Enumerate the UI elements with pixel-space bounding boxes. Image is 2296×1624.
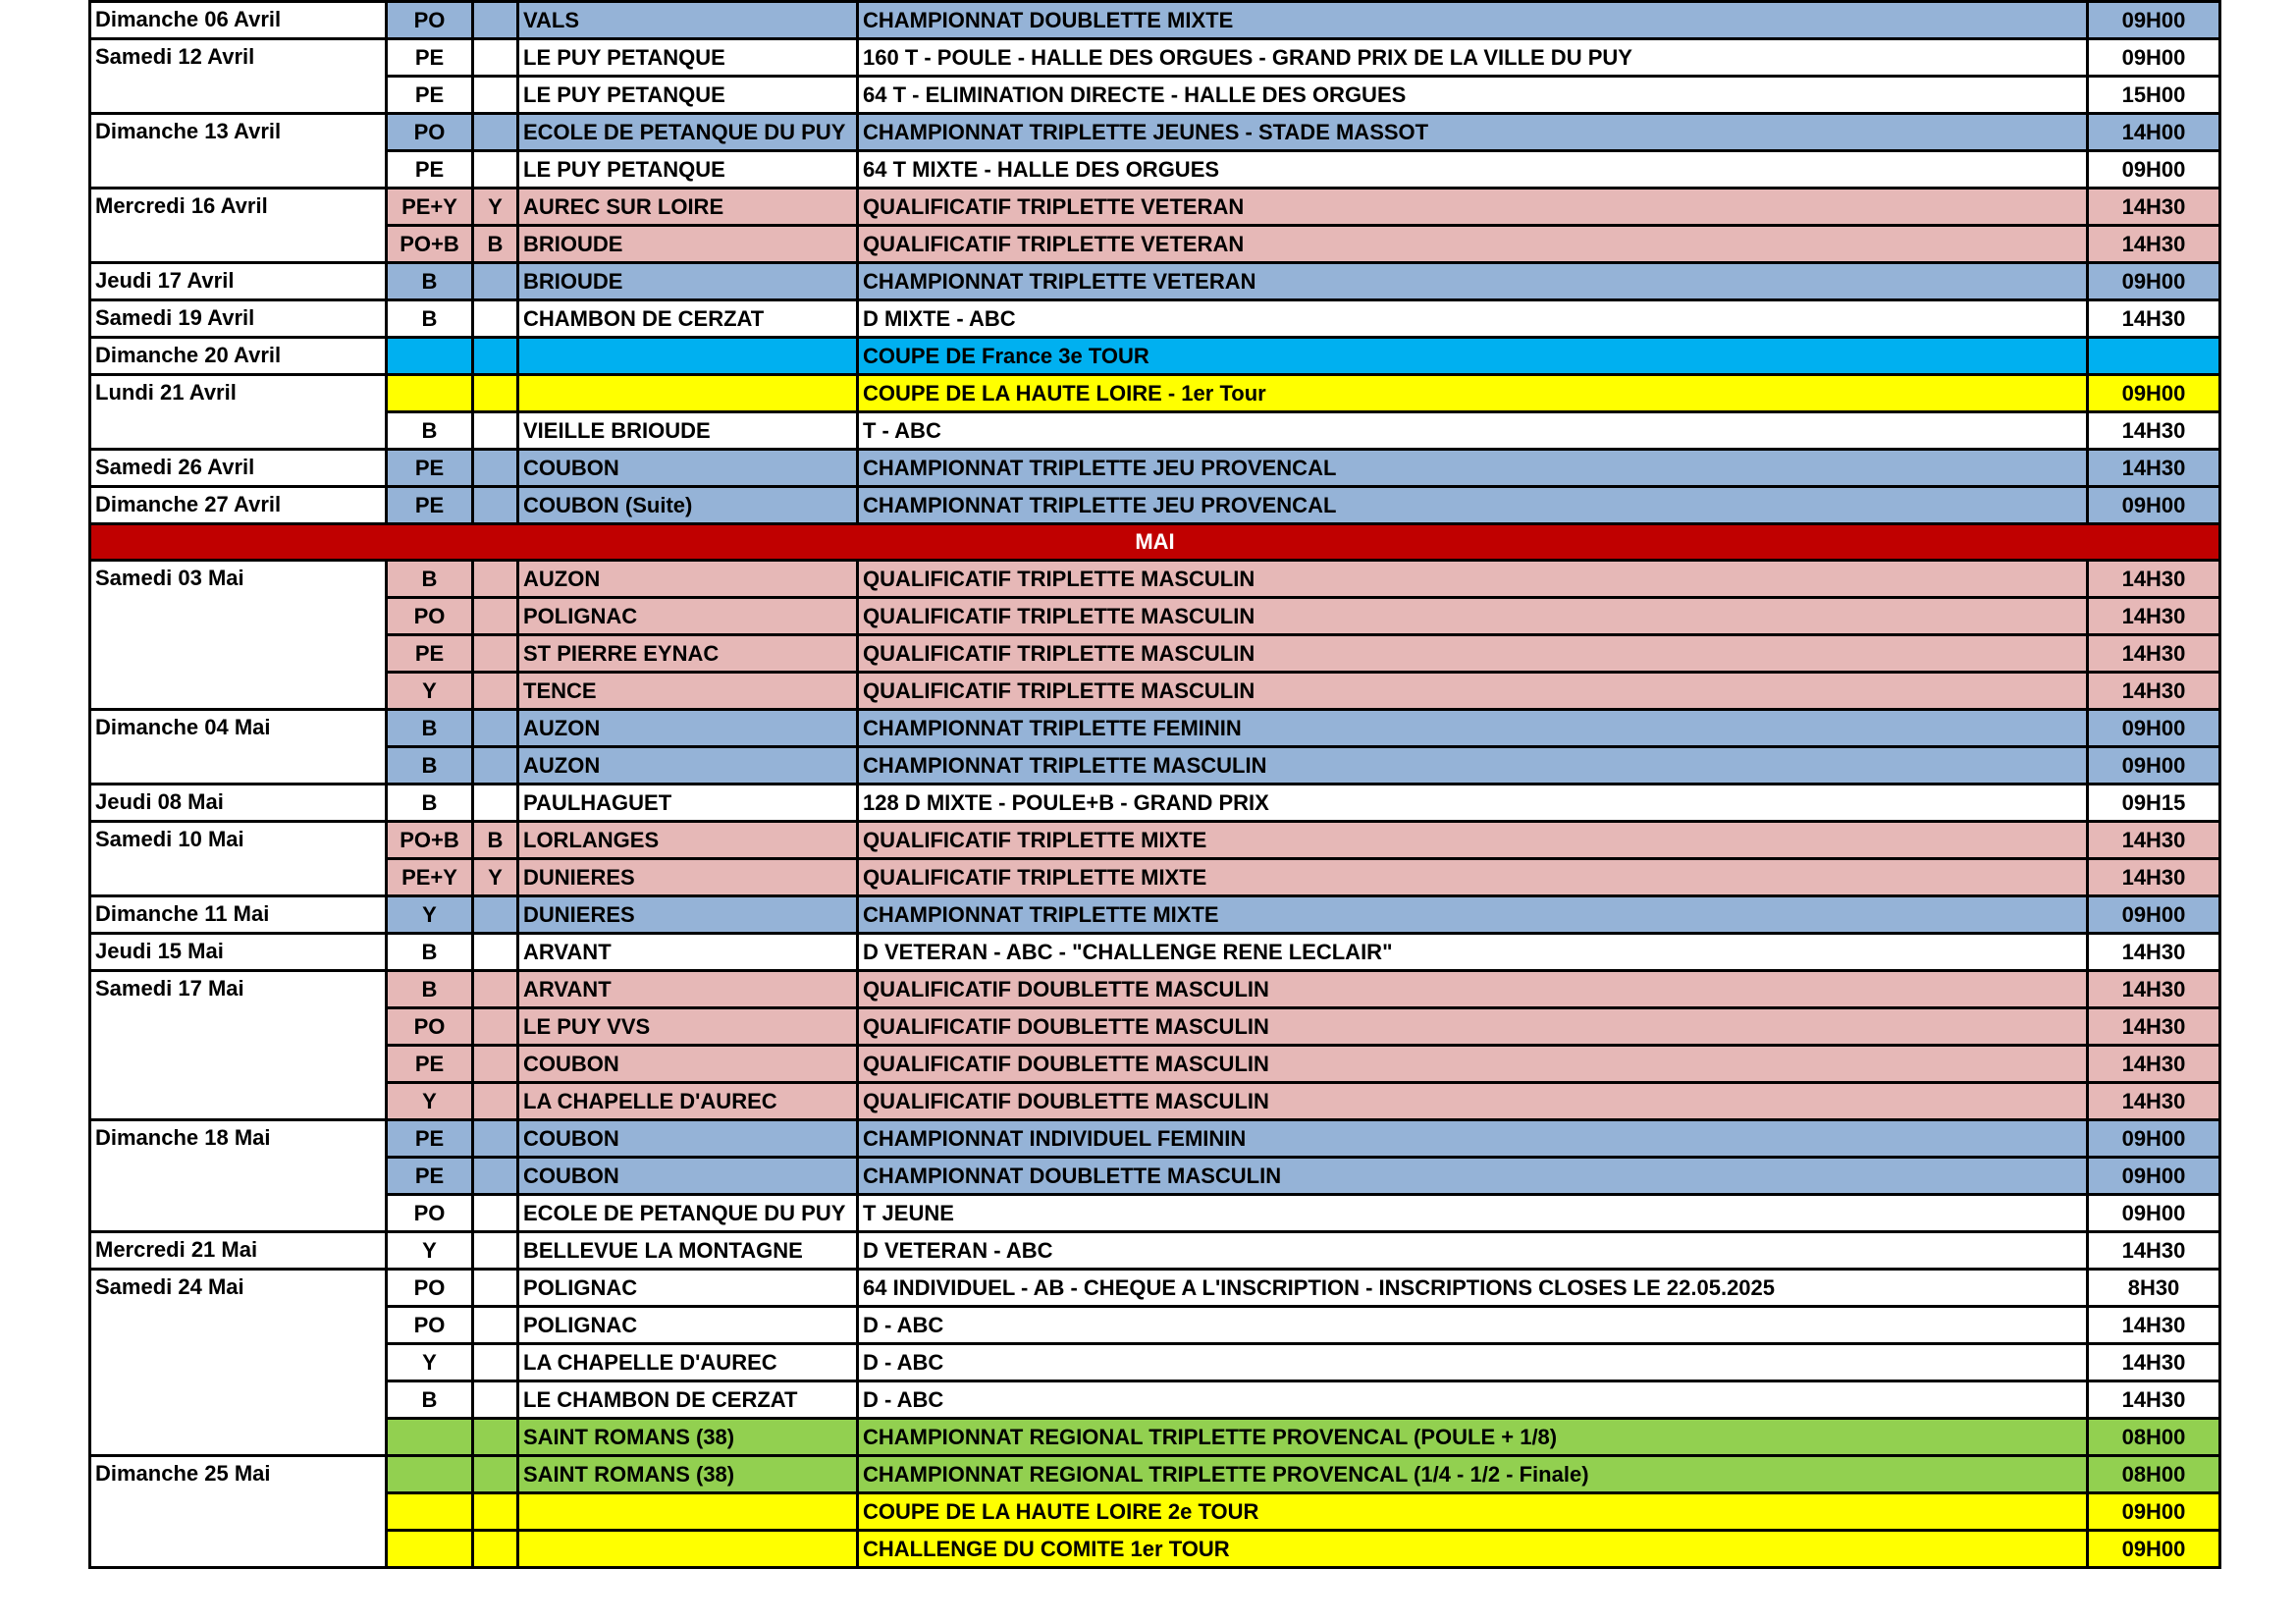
date-cell: Samedi 19 Avril <box>90 300 387 338</box>
time-cell: 14H30 <box>2088 822 2220 859</box>
date-cell: Mercredi 16 Avril <box>90 189 387 263</box>
sub-code-cell: Y <box>473 189 518 226</box>
location-cell: COUBON <box>518 1046 858 1083</box>
time-cell: 14H30 <box>2088 189 2220 226</box>
time-cell: 15H00 <box>2088 77 2220 114</box>
location-cell: AUREC SUR LOIRE <box>518 189 858 226</box>
time-cell: 09H00 <box>2088 2 2220 39</box>
schedule-row <box>90 412 2220 450</box>
date-cell: Samedi 12 Avril <box>90 39 387 114</box>
sub-code-cell <box>473 450 518 487</box>
schedule-row <box>90 1083 2220 1120</box>
schedule-row <box>90 934 2220 971</box>
club-code-cell: PO <box>387 1008 473 1046</box>
location-cell: AUZON <box>518 561 858 598</box>
event-cell: D - ABC <box>858 1344 2088 1381</box>
event-cell: COUPE DE LA HAUTE LOIRE - 1er Tour <box>858 375 2088 412</box>
date-cell: Dimanche 20 Avril <box>90 338 387 375</box>
schedule-row <box>90 114 2220 151</box>
club-code-cell: PO <box>387 598 473 635</box>
schedule-row <box>90 375 2220 412</box>
club-code-cell: Y <box>387 1344 473 1381</box>
sub-code-cell <box>473 747 518 785</box>
club-code-cell: PO <box>387 2 473 39</box>
club-code-cell: PO+B <box>387 226 473 263</box>
sub-code-cell <box>473 2 518 39</box>
club-code-cell: Y <box>387 1083 473 1120</box>
club-code-cell: B <box>387 710 473 747</box>
location-cell: COUBON <box>518 1120 858 1158</box>
event-cell: 64 T MIXTE - HALLE DES ORGUES <box>858 151 2088 189</box>
time-cell: 14H30 <box>2088 971 2220 1008</box>
date-cell: Samedi 10 Mai <box>90 822 387 896</box>
location-cell: ST PIERRE EYNAC <box>518 635 858 673</box>
date-cell: Dimanche 18 Mai <box>90 1120 387 1232</box>
club-code-cell <box>387 1456 473 1493</box>
club-code-cell <box>387 1493 473 1531</box>
schedule-row <box>90 487 2220 524</box>
time-cell: 09H00 <box>2088 1195 2220 1232</box>
location-cell: DUNIERES <box>518 859 858 896</box>
location-cell: LE PUY VVS <box>518 1008 858 1046</box>
schedule-row <box>90 1531 2220 1568</box>
club-code-cell: PE <box>387 1120 473 1158</box>
event-cell: 64 INDIVIDUEL - AB - CHEQUE A L'INSCRIPTION - INSCRIPTIONS CLOSES LE 22.05.2025 <box>858 1270 2088 1307</box>
schedule-row <box>90 39 2220 77</box>
time-cell: 09H00 <box>2088 487 2220 524</box>
location-cell <box>518 375 858 412</box>
event-cell: CHAMPIONNAT TRIPLETTE JEUNES - STADE MASSOT <box>858 114 2088 151</box>
sub-code-cell <box>473 263 518 300</box>
date-cell: Samedi 26 Avril <box>90 450 387 487</box>
event-cell: QUALIFICATIF TRIPLETTE VETERAN <box>858 226 2088 263</box>
club-code-cell: PO <box>387 1307 473 1344</box>
sub-code-cell <box>473 896 518 934</box>
time-cell: 09H00 <box>2088 710 2220 747</box>
location-cell: VIEILLE BRIOUDE <box>518 412 858 450</box>
date-cell: Samedi 24 Mai <box>90 1270 387 1456</box>
location-cell: COUBON (Suite) <box>518 487 858 524</box>
sub-code-cell <box>473 1456 518 1493</box>
event-cell: QUALIFICATIF TRIPLETTE MIXTE <box>858 859 2088 896</box>
sub-code-cell <box>473 1232 518 1270</box>
schedule-row <box>90 1008 2220 1046</box>
event-cell: CHAMPIONNAT TRIPLETTE MIXTE <box>858 896 2088 934</box>
schedule-row <box>90 1307 2220 1344</box>
club-code-cell: B <box>387 747 473 785</box>
schedule-row <box>90 747 2220 785</box>
schedule-row <box>90 1381 2220 1419</box>
schedule-row <box>90 673 2220 710</box>
time-cell: 14H30 <box>2088 859 2220 896</box>
location-cell: CHAMBON DE CERZAT <box>518 300 858 338</box>
location-cell: BELLEVUE LA MONTAGNE <box>518 1232 858 1270</box>
time-cell: 14H30 <box>2088 1083 2220 1120</box>
location-cell: VALS <box>518 2 858 39</box>
schedule-row <box>90 189 2220 226</box>
club-code-cell: B <box>387 1381 473 1419</box>
sub-code-cell <box>473 1307 518 1344</box>
date-cell: Dimanche 13 Avril <box>90 114 387 189</box>
time-cell: 09H00 <box>2088 39 2220 77</box>
location-cell: LE PUY PETANQUE <box>518 39 858 77</box>
sub-code-cell <box>473 338 518 375</box>
location-cell: LE PUY PETANQUE <box>518 151 858 189</box>
location-cell: DUNIERES <box>518 896 858 934</box>
location-cell: COUBON <box>518 450 858 487</box>
sub-code-cell: B <box>473 226 518 263</box>
club-code-cell: PE <box>387 487 473 524</box>
event-cell: QUALIFICATIF TRIPLETTE MASCULIN <box>858 673 2088 710</box>
sub-code-cell <box>473 598 518 635</box>
event-cell: QUALIFICATIF DOUBLETTE MASCULIN <box>858 971 2088 1008</box>
club-code-cell <box>387 1531 473 1568</box>
schedule-row <box>90 1419 2220 1456</box>
time-cell: 14H30 <box>2088 226 2220 263</box>
time-cell: 14H30 <box>2088 561 2220 598</box>
club-code-cell <box>387 375 473 412</box>
location-cell: BRIOUDE <box>518 263 858 300</box>
sub-code-cell <box>473 1419 518 1456</box>
club-code-cell: Y <box>387 1232 473 1270</box>
club-code-cell: PE+Y <box>387 189 473 226</box>
month-header: MAI <box>90 524 2220 561</box>
schedule-row <box>90 561 2220 598</box>
club-code-cell <box>387 338 473 375</box>
event-cell: CHAMPIONNAT TRIPLETTE JEU PROVENCAL <box>858 450 2088 487</box>
schedule-row <box>90 971 2220 1008</box>
sub-code-cell <box>473 1083 518 1120</box>
date-cell: Lundi 21 Avril <box>90 375 387 450</box>
date-cell: Samedi 03 Mai <box>90 561 387 710</box>
time-cell: 14H30 <box>2088 1344 2220 1381</box>
schedule-row <box>90 1270 2220 1307</box>
sub-code-cell <box>473 77 518 114</box>
location-cell: ECOLE DE PETANQUE DU PUY <box>518 1195 858 1232</box>
sub-code-cell <box>473 1493 518 1531</box>
sub-code-cell <box>473 300 518 338</box>
event-cell: CHAMPIONNAT TRIPLETTE JEU PROVENCAL <box>858 487 2088 524</box>
club-code-cell: PO <box>387 114 473 151</box>
date-cell: Jeudi 17 Avril <box>90 263 387 300</box>
club-code-cell: PE <box>387 450 473 487</box>
time-cell: 09H00 <box>2088 1531 2220 1568</box>
time-cell: 08H00 <box>2088 1456 2220 1493</box>
location-cell: POLIGNAC <box>518 598 858 635</box>
event-cell: D VETERAN - ABC <box>858 1232 2088 1270</box>
sub-code-cell <box>473 1008 518 1046</box>
date-cell: Dimanche 04 Mai <box>90 710 387 785</box>
location-cell <box>518 1493 858 1531</box>
location-cell <box>518 338 858 375</box>
schedule-row <box>90 226 2220 263</box>
location-cell: COUBON <box>518 1158 858 1195</box>
club-code-cell: PO+B <box>387 822 473 859</box>
sub-code-cell <box>473 1158 518 1195</box>
event-cell: CHAMPIONNAT REGIONAL TRIPLETTE PROVENCAL (POULE + 1/8) <box>858 1419 2088 1456</box>
event-cell: QUALIFICATIF TRIPLETTE MIXTE <box>858 822 2088 859</box>
time-cell: 14H30 <box>2088 635 2220 673</box>
sub-code-cell <box>473 114 518 151</box>
location-cell <box>518 1531 858 1568</box>
event-cell: D - ABC <box>858 1307 2088 1344</box>
club-code-cell: PO <box>387 1270 473 1307</box>
time-cell: 14H30 <box>2088 598 2220 635</box>
club-code-cell: PE <box>387 151 473 189</box>
schedule-row <box>90 710 2220 747</box>
sub-code-cell <box>473 710 518 747</box>
location-cell: SAINT ROMANS (38) <box>518 1456 858 1493</box>
time-cell: 14H30 <box>2088 300 2220 338</box>
schedule-row <box>90 859 2220 896</box>
club-code-cell: PE <box>387 1046 473 1083</box>
event-cell: T - ABC <box>858 412 2088 450</box>
sub-code-cell <box>473 785 518 822</box>
schedule-row <box>90 77 2220 114</box>
event-cell: T JEUNE <box>858 1195 2088 1232</box>
time-cell: 09H00 <box>2088 375 2220 412</box>
schedule-row <box>90 1232 2220 1270</box>
event-cell: QUALIFICATIF DOUBLETTE MASCULIN <box>858 1046 2088 1083</box>
event-cell: QUALIFICATIF TRIPLETTE MASCULIN <box>858 598 2088 635</box>
club-code-cell: B <box>387 971 473 1008</box>
time-cell: 14H00 <box>2088 114 2220 151</box>
event-cell: 128 D MIXTE - POULE+B - GRAND PRIX <box>858 785 2088 822</box>
event-cell: D - ABC <box>858 1381 2088 1419</box>
club-code-cell: B <box>387 934 473 971</box>
time-cell: 14H30 <box>2088 1232 2220 1270</box>
schedule-body <box>90 2 2220 1568</box>
time-cell: 14H30 <box>2088 1381 2220 1419</box>
location-cell: TENCE <box>518 673 858 710</box>
time-cell: 09H00 <box>2088 896 2220 934</box>
time-cell: 09H00 <box>2088 151 2220 189</box>
time-cell: 14H30 <box>2088 934 2220 971</box>
location-cell: LE PUY PETANQUE <box>518 77 858 114</box>
event-cell: COUPE DE LA HAUTE LOIRE 2e TOUR <box>858 1493 2088 1531</box>
event-cell: CHALLENGE DU COMITE 1er TOUR <box>858 1531 2088 1568</box>
sub-code-cell <box>473 934 518 971</box>
date-cell: Jeudi 15 Mai <box>90 934 387 971</box>
location-cell: POLIGNAC <box>518 1270 858 1307</box>
event-cell: D VETERAN - ABC - "CHALLENGE RENE LECLAIR" <box>858 934 2088 971</box>
sub-code-cell <box>473 1046 518 1083</box>
date-cell: Dimanche 11 Mai <box>90 896 387 934</box>
schedule-row <box>90 300 2220 338</box>
sub-code-cell <box>473 635 518 673</box>
event-cell: QUALIFICATIF TRIPLETTE VETERAN <box>858 189 2088 226</box>
location-cell: BRIOUDE <box>518 226 858 263</box>
location-cell: AUZON <box>518 710 858 747</box>
sub-code-cell <box>473 375 518 412</box>
event-cell: CHAMPIONNAT DOUBLETTE MASCULIN <box>858 1158 2088 1195</box>
location-cell: AUZON <box>518 747 858 785</box>
time-cell: 14H30 <box>2088 1008 2220 1046</box>
time-cell <box>2088 338 2220 375</box>
event-cell: 64 T - ELIMINATION DIRECTE - HALLE DES ORGUES <box>858 77 2088 114</box>
event-cell: QUALIFICATIF TRIPLETTE MASCULIN <box>858 635 2088 673</box>
location-cell: LE CHAMBON DE CERZAT <box>518 1381 858 1419</box>
month-header-row <box>90 524 2220 561</box>
sub-code-cell: B <box>473 822 518 859</box>
date-cell: Samedi 17 Mai <box>90 971 387 1120</box>
event-cell: 160 T - POULE - HALLE DES ORGUES - GRAND PRIX DE LA VILLE DU PUY <box>858 39 2088 77</box>
location-cell: LORLANGES <box>518 822 858 859</box>
schedule-row <box>90 635 2220 673</box>
schedule-row <box>90 896 2220 934</box>
event-cell: CHAMPIONNAT INDIVIDUEL FEMININ <box>858 1120 2088 1158</box>
club-code-cell <box>387 1419 473 1456</box>
club-code-cell: PO <box>387 1195 473 1232</box>
schedule-row <box>90 1344 2220 1381</box>
event-cell: CHAMPIONNAT REGIONAL TRIPLETTE PROVENCAL (1/4 - 1/2 - Finale) <box>858 1456 2088 1493</box>
sub-code-cell <box>473 1195 518 1232</box>
event-cell: QUALIFICATIF TRIPLETTE MASCULIN <box>858 561 2088 598</box>
schedule-row <box>90 1046 2220 1083</box>
event-cell: CHAMPIONNAT DOUBLETTE MIXTE <box>858 2 2088 39</box>
schedule-row <box>90 2 2220 39</box>
sub-code-cell <box>473 1120 518 1158</box>
time-cell: 09H00 <box>2088 263 2220 300</box>
event-cell: CHAMPIONNAT TRIPLETTE FEMININ <box>858 710 2088 747</box>
event-cell: D MIXTE - ABC <box>858 300 2088 338</box>
club-code-cell: Y <box>387 896 473 934</box>
sub-code-cell <box>473 561 518 598</box>
schedule-row <box>90 151 2220 189</box>
sub-code-cell <box>473 1381 518 1419</box>
date-cell: Jeudi 08 Mai <box>90 785 387 822</box>
schedule-row <box>90 1120 2220 1158</box>
sub-code-cell <box>473 971 518 1008</box>
schedule-row <box>90 1456 2220 1493</box>
date-cell: Mercredi 21 Mai <box>90 1232 387 1270</box>
event-cell: CHAMPIONNAT TRIPLETTE MASCULIN <box>858 747 2088 785</box>
club-code-cell: PE <box>387 77 473 114</box>
time-cell: 09H00 <box>2088 1158 2220 1195</box>
time-cell: 09H00 <box>2088 747 2220 785</box>
time-cell: 14H30 <box>2088 450 2220 487</box>
sub-code-cell: Y <box>473 859 518 896</box>
schedule-row <box>90 450 2220 487</box>
event-cell: QUALIFICATIF DOUBLETTE MASCULIN <box>858 1008 2088 1046</box>
event-cell: COUPE DE France 3e TOUR <box>858 338 2088 375</box>
sub-code-cell <box>473 1531 518 1568</box>
club-code-cell: B <box>387 263 473 300</box>
schedule-row <box>90 822 2220 859</box>
time-cell: 09H15 <box>2088 785 2220 822</box>
club-code-cell: B <box>387 300 473 338</box>
location-cell: SAINT ROMANS (38) <box>518 1419 858 1456</box>
sub-code-cell <box>473 673 518 710</box>
club-code-cell: B <box>387 561 473 598</box>
club-code-cell: B <box>387 412 473 450</box>
sub-code-cell <box>473 1270 518 1307</box>
location-cell: ARVANT <box>518 971 858 1008</box>
time-cell: 8H30 <box>2088 1270 2220 1307</box>
schedule-row <box>90 1493 2220 1531</box>
time-cell: 09H00 <box>2088 1120 2220 1158</box>
sub-code-cell <box>473 487 518 524</box>
club-code-cell: PE <box>387 635 473 673</box>
sub-code-cell <box>473 1344 518 1381</box>
club-code-cell: B <box>387 785 473 822</box>
location-cell: LA CHAPELLE D'AUREC <box>518 1083 858 1120</box>
club-code-cell: PE <box>387 39 473 77</box>
sub-code-cell <box>473 39 518 77</box>
schedule-row <box>90 338 2220 375</box>
time-cell: 14H30 <box>2088 1307 2220 1344</box>
date-cell: Dimanche 06 Avril <box>90 2 387 39</box>
schedule-table <box>88 0 2221 1569</box>
time-cell: 14H30 <box>2088 673 2220 710</box>
event-cell: QUALIFICATIF DOUBLETTE MASCULIN <box>858 1083 2088 1120</box>
schedule-row <box>90 1195 2220 1232</box>
time-cell: 09H00 <box>2088 1493 2220 1531</box>
schedule-row <box>90 785 2220 822</box>
time-cell: 14H30 <box>2088 1046 2220 1083</box>
date-cell: Dimanche 27 Avril <box>90 487 387 524</box>
location-cell: LA CHAPELLE D'AUREC <box>518 1344 858 1381</box>
location-cell: ARVANT <box>518 934 858 971</box>
location-cell: PAULHAGUET <box>518 785 858 822</box>
schedule-row <box>90 1158 2220 1195</box>
event-cell: CHAMPIONNAT TRIPLETTE VETERAN <box>858 263 2088 300</box>
location-cell: POLIGNAC <box>518 1307 858 1344</box>
club-code-cell: Y <box>387 673 473 710</box>
club-code-cell: PE+Y <box>387 859 473 896</box>
club-code-cell: PE <box>387 1158 473 1195</box>
time-cell: 08H00 <box>2088 1419 2220 1456</box>
sub-code-cell <box>473 151 518 189</box>
time-cell: 14H30 <box>2088 412 2220 450</box>
sub-code-cell <box>473 412 518 450</box>
schedule-row <box>90 263 2220 300</box>
location-cell: ECOLE DE PETANQUE DU PUY <box>518 114 858 151</box>
date-cell: Dimanche 25 Mai <box>90 1456 387 1568</box>
schedule-row <box>90 598 2220 635</box>
